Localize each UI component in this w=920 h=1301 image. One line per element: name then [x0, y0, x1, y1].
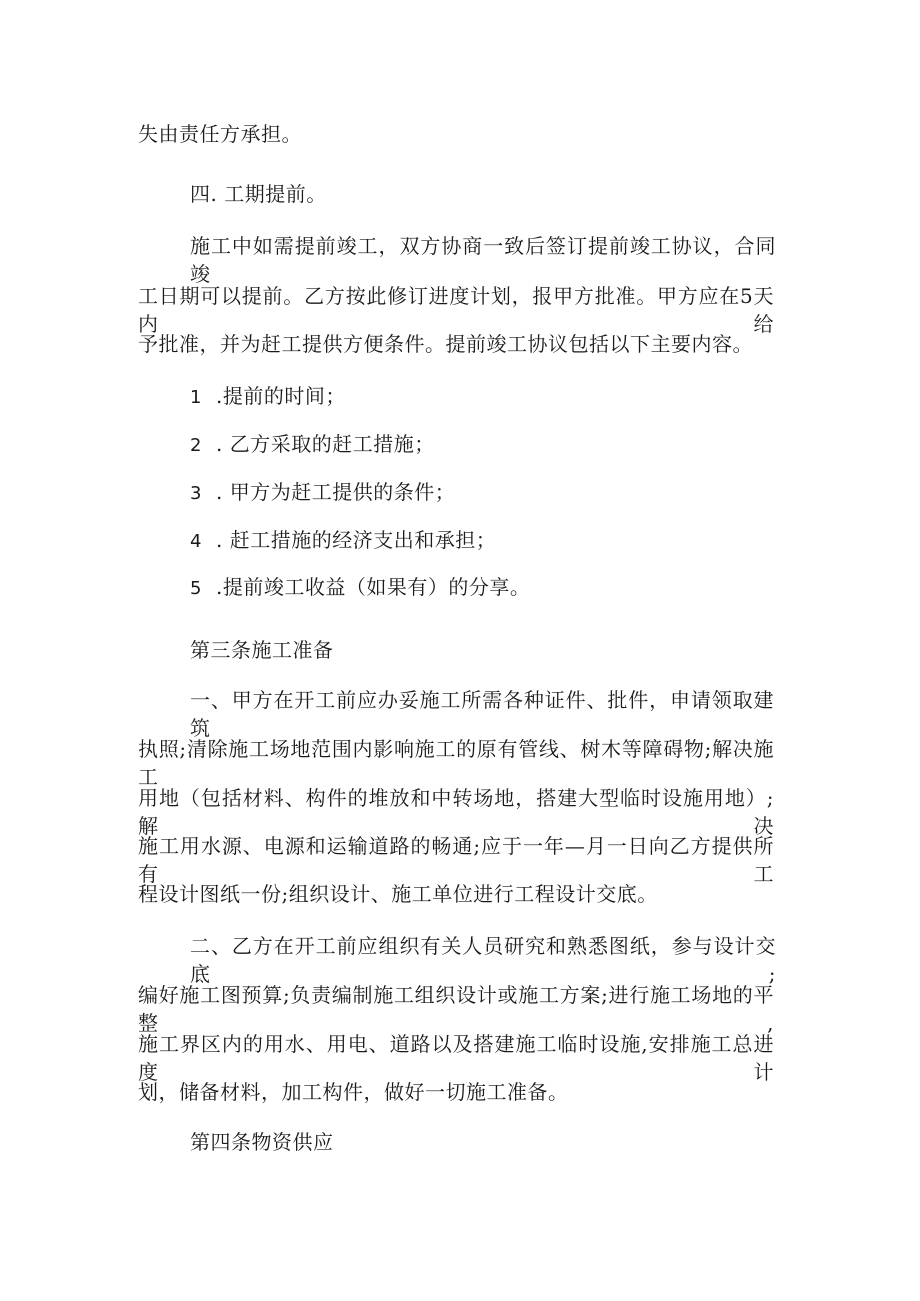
list-number: 3: [190, 483, 202, 504]
list-number: 1: [190, 387, 202, 408]
paragraph-line: 施工中如需提前竣工，双方协商一致后签订提前竣工协议，合同竣: [190, 234, 776, 286]
paragraph-line: 划，储备材料，加工构件，做好一切施工准备。: [138, 1080, 569, 1104]
paragraph-line: 工日期可以提前。乙方按此修订进度计划，报甲方批准。甲方应在5天内给: [138, 284, 774, 336]
paragraph-line: 程设计图纸一份;组织设计、施工单位进行工程设计交底。: [138, 882, 658, 906]
list-number: 5: [190, 578, 202, 599]
list-item: [190, 526, 496, 556]
paragraph-line: 一、甲方在开工前应办妥施工所需各种证件、批件，申请领取建筑: [190, 688, 774, 740]
paragraph-line: 用地（包括材料、构件的堆放和中转场地，搭建大型临时设施用地）;解决: [138, 786, 774, 838]
paragraph-line: 二、乙方在开工前应组织有关人员研究和熟悉图纸，参与设计交底;: [190, 934, 776, 986]
paragraph-line: 施工界区内的用水、用电、道路以及搭建施工临时设施,安排施工总进度计: [138, 1032, 774, 1084]
list-number: 2: [190, 435, 202, 456]
list-text: . 乙方采取的赶工措施；: [216, 432, 435, 456]
list-text: . 甲方为赶工提供的条件；: [216, 480, 456, 504]
section-heading: 四. 工期提前。: [190, 182, 327, 206]
list-item: [190, 382, 346, 412]
list-item: [190, 478, 455, 508]
paragraph-line: 施工用水源、电源和运输道路的畅通;应于一年—月一日向乙方提供所有工: [138, 834, 774, 886]
list-text: .提前的时间；: [216, 384, 346, 408]
paragraph-line: 予批准，并为赶工提供方便条件。提前竣工协议包括以下主要内容。: [138, 332, 753, 356]
article-heading: 第四条物资供应: [190, 1130, 334, 1154]
list-item: [190, 430, 435, 460]
list-number: 4: [190, 531, 202, 552]
paragraph-line: 失由责任方承担。: [138, 122, 302, 146]
paragraph-line: 执照;清除施工场地范围内影响施工的原有管线、树木等障碍物;解决施工: [138, 737, 774, 789]
article-heading: 第三条施工准备: [190, 638, 334, 662]
list-text: . 赶工措施的经济支出和承担；: [216, 528, 497, 552]
list-text: .提前竣工收益（如果有）的分享。: [216, 575, 531, 599]
paragraph-line: 编好施工图预算;负责编制施工组织设计或施工方案;进行施工场地的平整,: [138, 983, 774, 1035]
list-item: [190, 573, 530, 603]
